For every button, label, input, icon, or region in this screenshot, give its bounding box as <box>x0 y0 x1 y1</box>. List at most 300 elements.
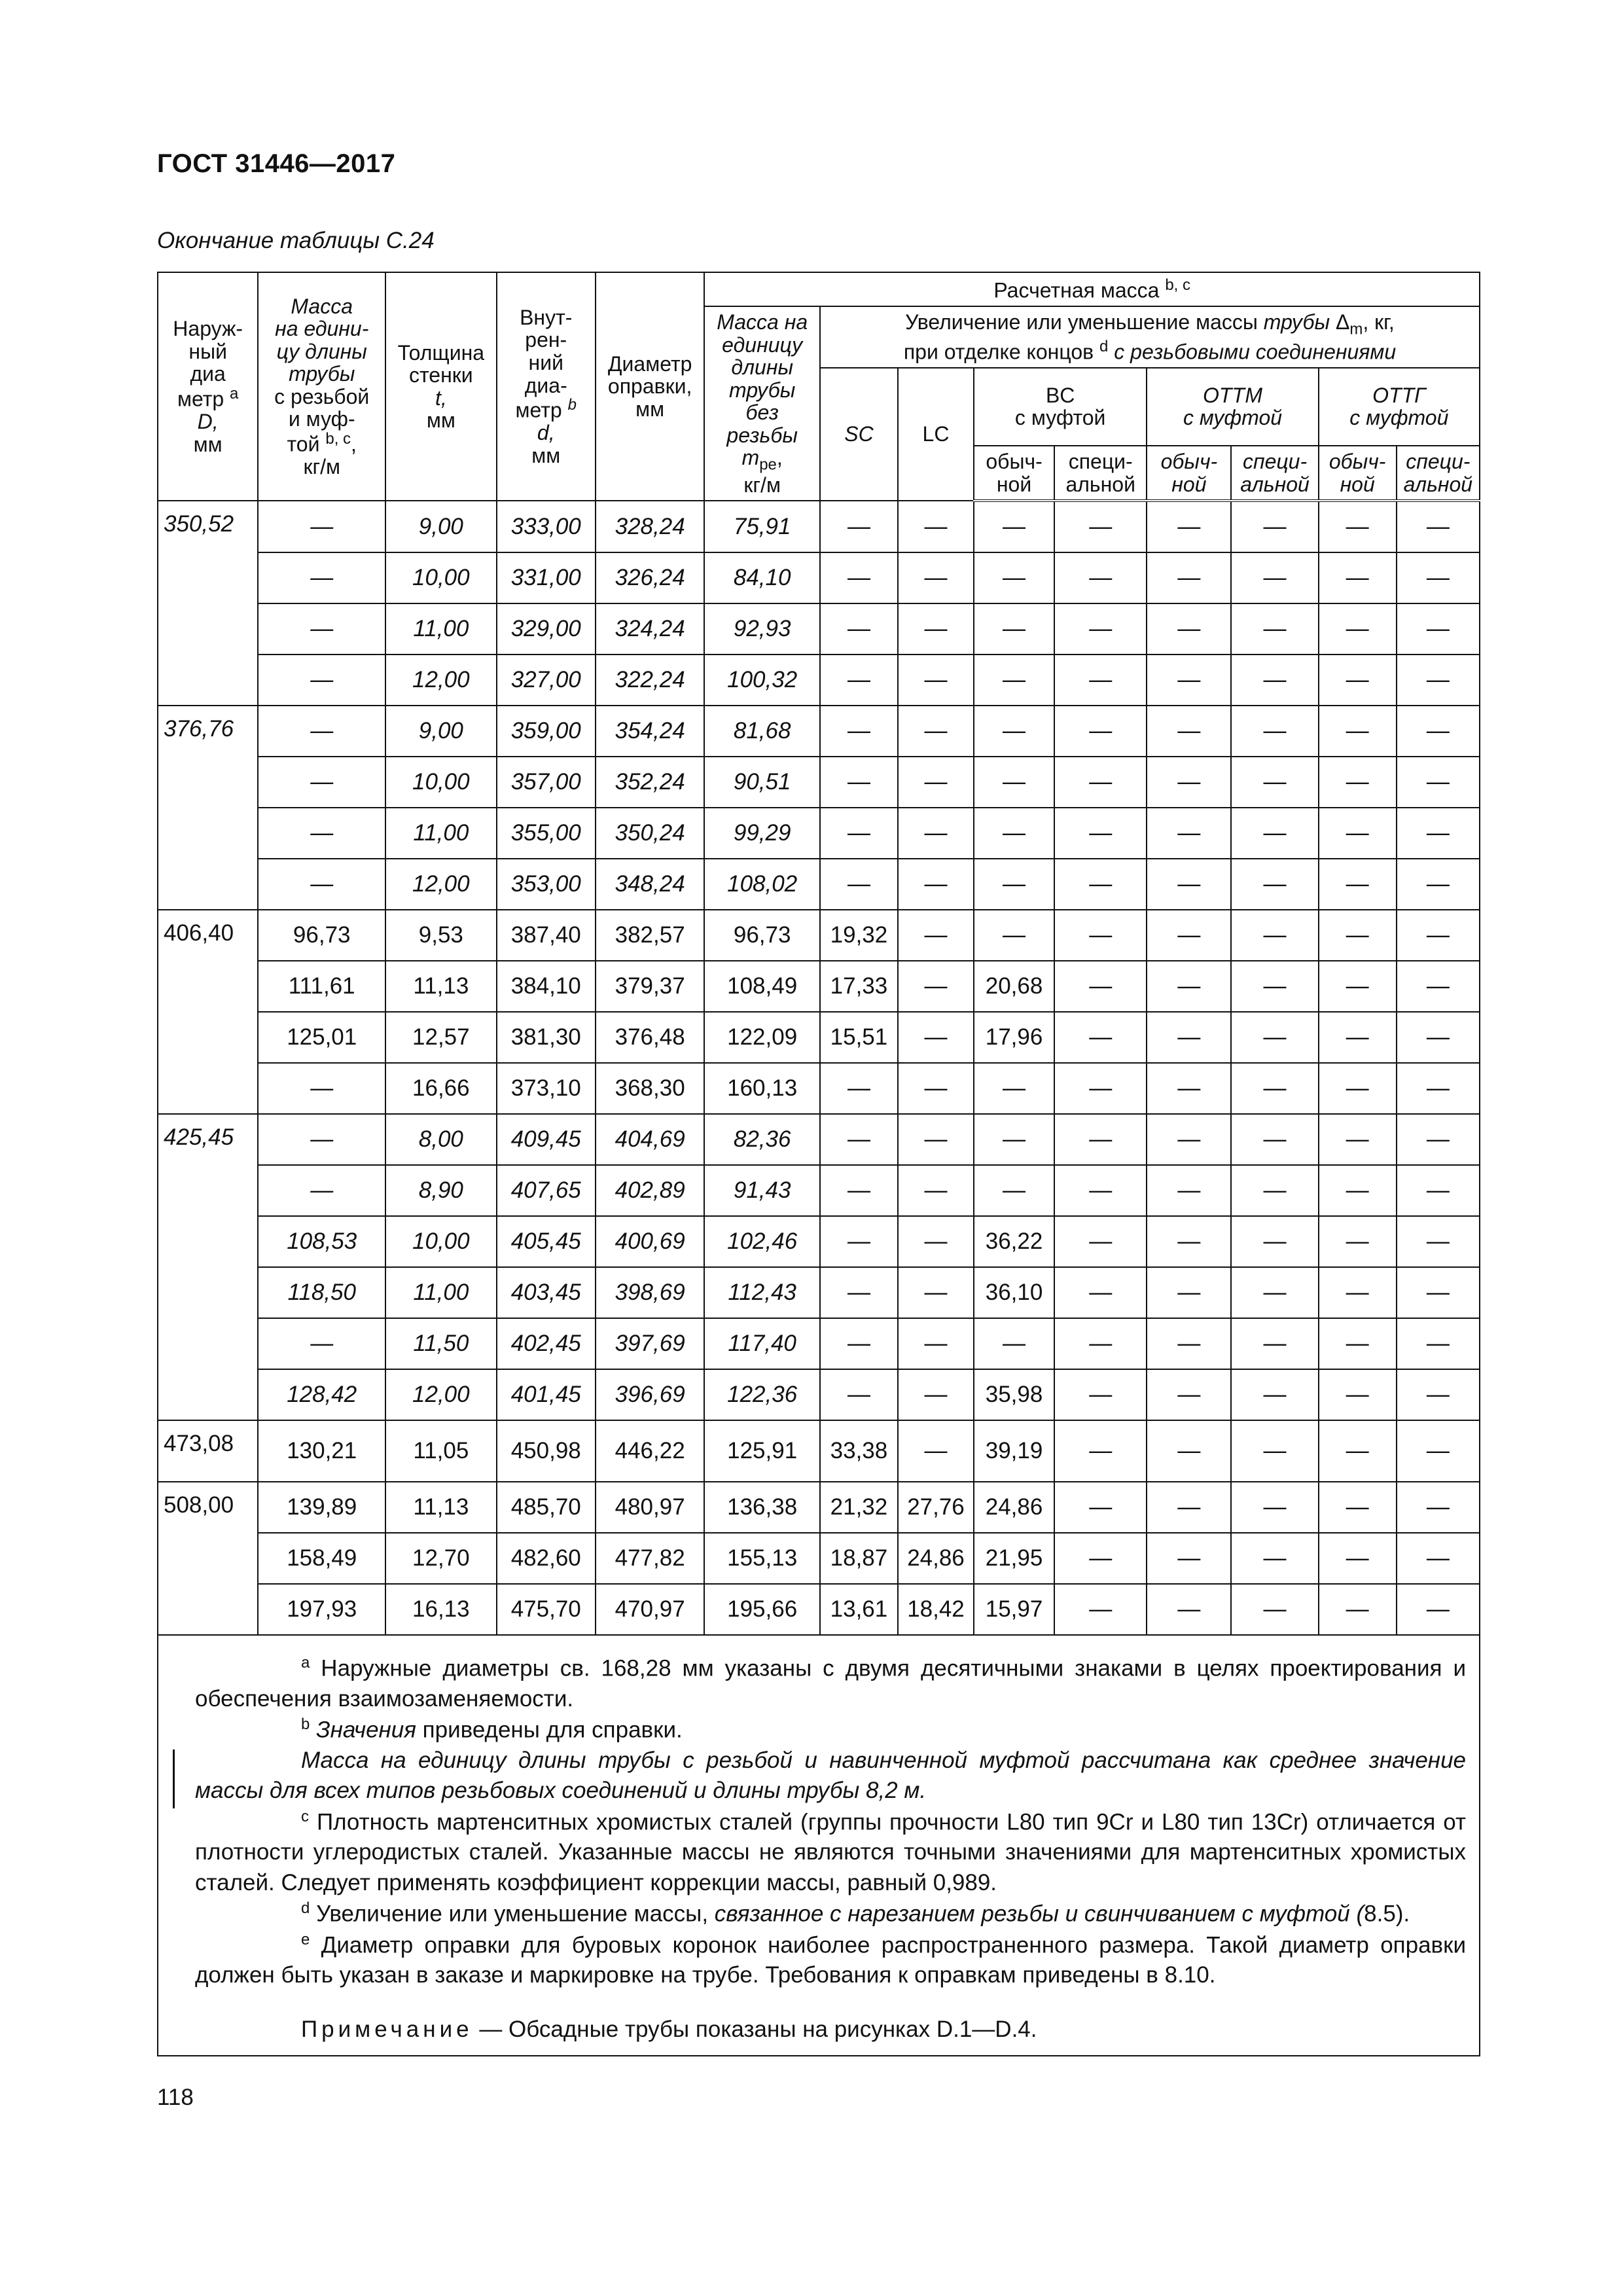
table-cell: 398,69 <box>596 1267 704 1318</box>
table-cell: — <box>1054 961 1147 1012</box>
table-cell: 405,45 <box>497 1216 596 1267</box>
table-cell: 12,57 <box>385 1012 497 1063</box>
table-cell: 36,10 <box>974 1267 1054 1318</box>
table-cell: 8,90 <box>385 1165 497 1216</box>
table-cell: 92,93 <box>704 603 820 655</box>
table-cell: 130,21 <box>258 1420 385 1482</box>
table-cell: 12,00 <box>385 1369 497 1420</box>
table-cell: 20,68 <box>974 961 1054 1012</box>
col-ottm: ОТТМ с муфтой <box>1147 368 1318 446</box>
table-cell: — <box>1054 1012 1147 1063</box>
table-cell: 326,24 <box>596 552 704 603</box>
table-cell: — <box>1231 1369 1318 1420</box>
table-cell: — <box>1054 501 1147 552</box>
table-cell: 384,10 <box>497 961 596 1012</box>
table-cell: 108,02 <box>704 859 820 910</box>
table-cell: — <box>1231 961 1318 1012</box>
table-cell: — <box>258 501 385 552</box>
table-cell: — <box>1319 1012 1397 1063</box>
table-cell: 404,69 <box>596 1114 704 1165</box>
table-cell: — <box>1319 1420 1397 1482</box>
table-cell: — <box>820 552 898 603</box>
table-cell: 96,73 <box>704 910 820 961</box>
table-cell: 12,00 <box>385 655 497 706</box>
table-cell: 16,13 <box>385 1584 497 1635</box>
table-cell: 15,97 <box>974 1584 1054 1635</box>
table-cell: 12,00 <box>385 859 497 910</box>
footnote-d: $^d$ Увеличение или уменьшение массы, связанное с нарезанием резьбы и свинчиванием с муфтой (8.5). <box>301 1899 1410 1927</box>
table-cell: — <box>1231 1420 1318 1482</box>
table-cell: — <box>1054 1216 1147 1267</box>
table-cell: — <box>1147 552 1231 603</box>
table-cell: — <box>1319 552 1397 603</box>
table-cell: — <box>258 1063 385 1114</box>
table-row <box>158 757 1480 808</box>
table-cell: — <box>898 1165 974 1216</box>
table-cell: — <box>1397 706 1480 757</box>
table-cell: — <box>1397 1267 1480 1318</box>
table-cell: 125,01 <box>258 1012 385 1063</box>
table-cell: — <box>1397 552 1480 603</box>
table-cell: — <box>1231 1267 1318 1318</box>
table-cell: 10,00 <box>385 757 497 808</box>
table-row <box>158 1216 1480 1267</box>
table-cell: — <box>1397 859 1480 910</box>
table-cell: 373,10 <box>497 1063 596 1114</box>
table-cell: — <box>1397 910 1480 961</box>
table-cell: — <box>820 655 898 706</box>
col-lc: LC <box>898 368 974 501</box>
table-cell: 197,93 <box>258 1584 385 1635</box>
table-cell: — <box>1147 1482 1231 1533</box>
table-cell: 102,46 <box>704 1216 820 1267</box>
table-cell: — <box>974 501 1054 552</box>
table-cell: — <box>1397 757 1480 808</box>
table-cell: — <box>1319 1165 1397 1216</box>
table-cell: 397,69 <box>596 1318 704 1369</box>
table-cell: — <box>820 1165 898 1216</box>
table-cell: — <box>898 552 974 603</box>
table-cell: — <box>1054 1318 1147 1369</box>
table-cell: — <box>820 1114 898 1165</box>
table-cell: 12,70 <box>385 1533 497 1584</box>
table-row <box>158 1012 1480 1063</box>
table-cell: 35,98 <box>974 1369 1054 1420</box>
table-cell: — <box>1147 1533 1231 1584</box>
table-cell: — <box>1319 501 1397 552</box>
table-cell: 11,00 <box>385 1267 497 1318</box>
footnote-b: $^b$ Значения приведены для справки. <box>301 1715 683 1744</box>
table-cell: — <box>974 706 1054 757</box>
table-cell: — <box>1231 1165 1318 1216</box>
table-cell: — <box>258 859 385 910</box>
table-cell: — <box>258 1165 385 1216</box>
table-cell: — <box>898 1063 974 1114</box>
table-cell: — <box>820 1318 898 1369</box>
table-cell: — <box>1319 1533 1397 1584</box>
table-cell: 122,36 <box>704 1369 820 1420</box>
table-cell: — <box>1231 501 1318 552</box>
table-cell: 136,38 <box>704 1482 820 1533</box>
table-cell: 407,65 <box>497 1165 596 1216</box>
table-cell: — <box>974 910 1054 961</box>
table-cell: 480,97 <box>596 1482 704 1533</box>
table-cell: 11,05 <box>385 1420 497 1482</box>
table-cell: 122,09 <box>704 1012 820 1063</box>
table-cell: — <box>1147 603 1231 655</box>
col-mass-change: Увеличение или уменьшение массы трубы $\Delta_m$, кг, при отделке концов $^d$ с резьбовыми соединениями <box>820 306 1480 368</box>
table-cell: — <box>820 1063 898 1114</box>
col-ottg-regular: обыч- ной <box>1319 446 1397 501</box>
table-cell: — <box>1397 603 1480 655</box>
col-ottm-regular: обыч- ной <box>1147 446 1231 501</box>
table-row <box>158 961 1480 1012</box>
table-cell: — <box>1319 655 1397 706</box>
table-cell: — <box>1054 910 1147 961</box>
table-row <box>158 1318 1480 1369</box>
table-cell: 15,51 <box>820 1012 898 1063</box>
table-cell: — <box>1147 1012 1231 1063</box>
table-cell: — <box>1147 1063 1231 1114</box>
table-cell: 9,00 <box>385 706 497 757</box>
table-cell: — <box>1231 910 1318 961</box>
table-cell: 485,70 <box>497 1482 596 1533</box>
table-row <box>158 910 1480 961</box>
table-cell: 99,29 <box>704 808 820 859</box>
pipe-mass-table <box>157 272 1480 2056</box>
table-cell: — <box>820 859 898 910</box>
table-cell: 128,42 <box>258 1369 385 1420</box>
table-cell: — <box>820 706 898 757</box>
table-cell: 21,32 <box>820 1482 898 1533</box>
table-cell: — <box>1054 1584 1147 1635</box>
table-cell: — <box>1147 808 1231 859</box>
table-note: Примечание — Обсадные трубы показаны на рисунках D.1—D.4. <box>301 2016 1037 2042</box>
table-cell: — <box>1147 1267 1231 1318</box>
col-wall-thickness: Толщина стенки t, мм <box>385 272 497 501</box>
table-cell: — <box>1231 706 1318 757</box>
table-cell: — <box>898 1267 974 1318</box>
table-cell: 9,53 <box>385 910 497 961</box>
col-drift-diameter: Диаметр оправки, мм <box>596 272 704 501</box>
table-cell: 409,45 <box>497 1114 596 1165</box>
table-cell: 402,89 <box>596 1165 704 1216</box>
table-cell: 357,00 <box>497 757 596 808</box>
table-cell: — <box>258 655 385 706</box>
table-cell: 403,45 <box>497 1267 596 1318</box>
table-cell: 355,00 <box>497 808 596 859</box>
table-cell: — <box>974 655 1054 706</box>
table-cell: — <box>1147 501 1231 552</box>
table-cell: 24,86 <box>898 1533 974 1584</box>
table-cell: 8,00 <box>385 1114 497 1165</box>
table-cell: 353,00 <box>497 859 596 910</box>
col-ottg-special: специ- альной <box>1397 446 1480 501</box>
table-cell: — <box>1147 1369 1231 1420</box>
table-cell: 11,13 <box>385 961 497 1012</box>
table-row <box>158 1482 1480 1533</box>
table-cell: — <box>1397 1063 1480 1114</box>
table-row <box>158 1420 1480 1482</box>
table-row <box>158 808 1480 859</box>
table-cell: — <box>1319 1063 1397 1114</box>
table-row <box>158 1165 1480 1216</box>
table-cell: 91,43 <box>704 1165 820 1216</box>
table-row <box>158 501 1480 552</box>
table-cell: 11,50 <box>385 1318 497 1369</box>
table-cell: — <box>1054 655 1147 706</box>
table-cell: — <box>1319 808 1397 859</box>
table-cell: — <box>1397 1584 1480 1635</box>
table-cell: 348,24 <box>596 859 704 910</box>
table-cell: 368,30 <box>596 1063 704 1114</box>
table-cell: — <box>820 603 898 655</box>
table-cell: — <box>820 1267 898 1318</box>
col-sc: SC <box>820 368 898 501</box>
table-cell: — <box>1147 1165 1231 1216</box>
table-cell: 475,70 <box>497 1584 596 1635</box>
table-cell: 18,42 <box>898 1584 974 1635</box>
table-cell: — <box>1231 1114 1318 1165</box>
table-cell: 396,69 <box>596 1369 704 1420</box>
table-cell: 36,22 <box>974 1216 1054 1267</box>
table-cell: 24,86 <box>974 1482 1054 1533</box>
table-cell: 379,37 <box>596 961 704 1012</box>
col-calc-mass: Расчетная масса $^{b, c}$ <box>704 272 1480 306</box>
table-body <box>158 501 1480 1635</box>
table-cell: — <box>1147 706 1231 757</box>
footnote-c: $^c$ Плотность мартенситных хромистых сталей (группы прочности L80 тип 9Cr и L80 тип 13Cr) отличается от плотности углеродистых сталей. Указанные массы не являются точными значениями для мартенситных хромистых сталей. Следует применять коэффициент коррекции массы, равный 0,989. <box>195 1807 1466 1895</box>
table-cell: — <box>820 1216 898 1267</box>
table-row <box>158 1584 1480 1635</box>
table-cell: 331,00 <box>497 552 596 603</box>
table-cell: 10,00 <box>385 1216 497 1267</box>
table-cell: — <box>1319 1318 1397 1369</box>
table-cell: 39,19 <box>974 1420 1054 1482</box>
table-row <box>158 1369 1480 1420</box>
table-cell: — <box>1397 501 1480 552</box>
table-cell: 354,24 <box>596 706 704 757</box>
table-cell: — <box>1054 808 1147 859</box>
table-cell: — <box>258 757 385 808</box>
table-cell: — <box>1147 655 1231 706</box>
table-cell: 155,13 <box>704 1533 820 1584</box>
table-cell: — <box>974 859 1054 910</box>
col-plain-end-mass: Масса на единицу длины трубы без резьбы $m_{pe}$, кг/м <box>704 306 820 501</box>
table-cell: 75,91 <box>704 501 820 552</box>
table-cell: — <box>898 757 974 808</box>
table-cell: 18,87 <box>820 1533 898 1584</box>
table-cell: — <box>974 552 1054 603</box>
table-cell: — <box>1231 1063 1318 1114</box>
table-cell: 11,00 <box>385 808 497 859</box>
table-cell: 401,45 <box>497 1369 596 1420</box>
table-row <box>158 1267 1480 1318</box>
page-number: 118 <box>157 2085 194 2110</box>
table-cell: — <box>1397 961 1480 1012</box>
table-cell: — <box>974 603 1054 655</box>
table-cell: 21,95 <box>974 1533 1054 1584</box>
table-cell: — <box>898 1420 974 1482</box>
table-cell: — <box>1397 1482 1480 1533</box>
table-cell: 82,36 <box>704 1114 820 1165</box>
table-cell: — <box>1231 1584 1318 1635</box>
col-bc-regular: обыч- ной <box>974 446 1054 501</box>
table-cell: — <box>1319 1369 1397 1420</box>
table-cell: — <box>258 1114 385 1165</box>
table-cell: 446,22 <box>596 1420 704 1482</box>
table-cell: 400,69 <box>596 1216 704 1267</box>
table-cell: — <box>898 910 974 961</box>
table-cell: — <box>1054 757 1147 808</box>
table-cell: — <box>1319 1114 1397 1165</box>
table-cell: 117,40 <box>704 1318 820 1369</box>
table-cell: — <box>974 1318 1054 1369</box>
col-ottg: ОТТГ с муфтой <box>1319 368 1480 446</box>
table-cell: 328,24 <box>596 501 704 552</box>
table-cell: — <box>1054 1267 1147 1318</box>
table-cell: — <box>898 808 974 859</box>
table-row <box>158 1114 1480 1165</box>
table-cell: — <box>258 808 385 859</box>
table-cell: 324,24 <box>596 603 704 655</box>
table-cell: 470,97 <box>596 1584 704 1635</box>
table-cell: — <box>1397 1369 1480 1420</box>
table-cell: — <box>1397 1533 1480 1584</box>
table-cell: — <box>1054 859 1147 910</box>
table-cell: — <box>1147 1114 1231 1165</box>
table-cell: 108,49 <box>704 961 820 1012</box>
table-cell: — <box>258 603 385 655</box>
table-cell: — <box>1231 757 1318 808</box>
table-cell: 11,00 <box>385 603 497 655</box>
table-cell: 477,82 <box>596 1533 704 1584</box>
footnote-a: $^a$ Наружные диаметры св. 168,28 мм указаны с двумя десятичными знаками в целях проектирования и обеспечения взаимозаменяемости. <box>195 1654 1466 1712</box>
table-cell: 118,50 <box>258 1267 385 1318</box>
table-cell: — <box>1231 1216 1318 1267</box>
table-cell: 450,98 <box>497 1420 596 1482</box>
table-cell: 84,10 <box>704 552 820 603</box>
table-cell: — <box>1231 808 1318 859</box>
table-cell: — <box>1319 757 1397 808</box>
table-cell: — <box>974 1114 1054 1165</box>
table-cell: — <box>898 1012 974 1063</box>
table-cell: 139,89 <box>258 1482 385 1533</box>
table-cell: — <box>898 1216 974 1267</box>
table-cell: — <box>1397 1318 1480 1369</box>
table-cell: — <box>1231 552 1318 603</box>
table-cell: — <box>1231 655 1318 706</box>
table-cell: 359,00 <box>497 706 596 757</box>
table-cell: — <box>1319 1216 1397 1267</box>
table-cell: — <box>1231 1533 1318 1584</box>
table-cell: 333,00 <box>497 501 596 552</box>
table-cell: 90,51 <box>704 757 820 808</box>
table-caption: Окончание таблицы С.24 <box>157 228 435 253</box>
table-cell: — <box>1397 808 1480 859</box>
table-cell: — <box>1319 706 1397 757</box>
table-cell: — <box>1231 603 1318 655</box>
table-row <box>158 859 1480 910</box>
table-cell: 10,00 <box>385 552 497 603</box>
table-row <box>158 706 1480 757</box>
table-cell: 482,60 <box>497 1533 596 1584</box>
table-cell: 9,00 <box>385 501 497 552</box>
table-cell: — <box>1147 859 1231 910</box>
table-cell: 352,24 <box>596 757 704 808</box>
table-cell: — <box>974 757 1054 808</box>
table-cell: 322,24 <box>596 655 704 706</box>
table-cell: 81,68 <box>704 706 820 757</box>
table-cell: — <box>258 1318 385 1369</box>
col-bc-special: специ- альной <box>1054 446 1147 501</box>
table-cell: 13,61 <box>820 1584 898 1635</box>
table-cell: — <box>820 757 898 808</box>
table-cell: — <box>1319 603 1397 655</box>
table-cell: 158,49 <box>258 1533 385 1584</box>
table-cell: — <box>1147 1216 1231 1267</box>
table-cell: — <box>1319 1482 1397 1533</box>
col-mass-threaded: Масса на едини- цу длины трубы с резьбой и муф- той $^{b, c}$, кг/м <box>258 272 385 501</box>
table-cell: 381,30 <box>497 1012 596 1063</box>
table-cell: — <box>1147 910 1231 961</box>
table-cell: — <box>1319 859 1397 910</box>
table-cell: — <box>1319 961 1397 1012</box>
table-cell: — <box>820 1369 898 1420</box>
table-row <box>158 603 1480 655</box>
footnotes-cell <box>158 1635 1480 2056</box>
standard-header: ГОСТ 31446—2017 <box>157 149 396 178</box>
table-cell: 11,13 <box>385 1482 497 1533</box>
table-cell: 112,43 <box>704 1267 820 1318</box>
table-cell: 16,66 <box>385 1063 497 1114</box>
table-cell: — <box>1147 1318 1231 1369</box>
table-head <box>158 272 1480 501</box>
table-cell: — <box>1054 1420 1147 1482</box>
table-cell: — <box>1147 961 1231 1012</box>
outer-diameter-cell: 473,08 <box>158 1420 258 1482</box>
table-cell: — <box>1231 1318 1318 1369</box>
table-row <box>158 1063 1480 1114</box>
col-bc: BC с муфтой <box>974 368 1147 446</box>
table-cell: 376,48 <box>596 1012 704 1063</box>
table-cell: — <box>1397 1012 1480 1063</box>
table-cell: — <box>898 1318 974 1369</box>
col-outer-diameter: Наруж- ный диа метр $^a$ D, мм <box>158 272 258 501</box>
table-cell: — <box>974 808 1054 859</box>
table-cell: 195,66 <box>704 1584 820 1635</box>
table-cell: 160,13 <box>704 1063 820 1114</box>
table-cell: — <box>1231 1012 1318 1063</box>
outer-diameter-cell: 425,45 <box>158 1114 258 1420</box>
change-bar <box>173 1749 175 1808</box>
table-cell: — <box>258 552 385 603</box>
table-cell: — <box>820 808 898 859</box>
table-cell: 327,00 <box>497 655 596 706</box>
table-cell: — <box>898 859 974 910</box>
table-row <box>158 655 1480 706</box>
table-cell: — <box>898 603 974 655</box>
table-cell: 108,53 <box>258 1216 385 1267</box>
col-ottm-special: специ- альной <box>1231 446 1318 501</box>
footnote-e: $^e$ Диаметр оправки для буровых коронок наиболее распространенного размера. Такой диаметр оправки должен быть указан в заказе и маркировке на трубе. Требования к оправкам приведены в 8.10. <box>195 1930 1466 1988</box>
table-cell: — <box>974 1063 1054 1114</box>
table-cell: — <box>1397 655 1480 706</box>
table-cell: — <box>898 961 974 1012</box>
table-cell: — <box>1054 706 1147 757</box>
col-inner-diameter: Внут- рен- ний диа- метр $^b$ d, мм <box>497 272 596 501</box>
table-cell: — <box>1054 603 1147 655</box>
